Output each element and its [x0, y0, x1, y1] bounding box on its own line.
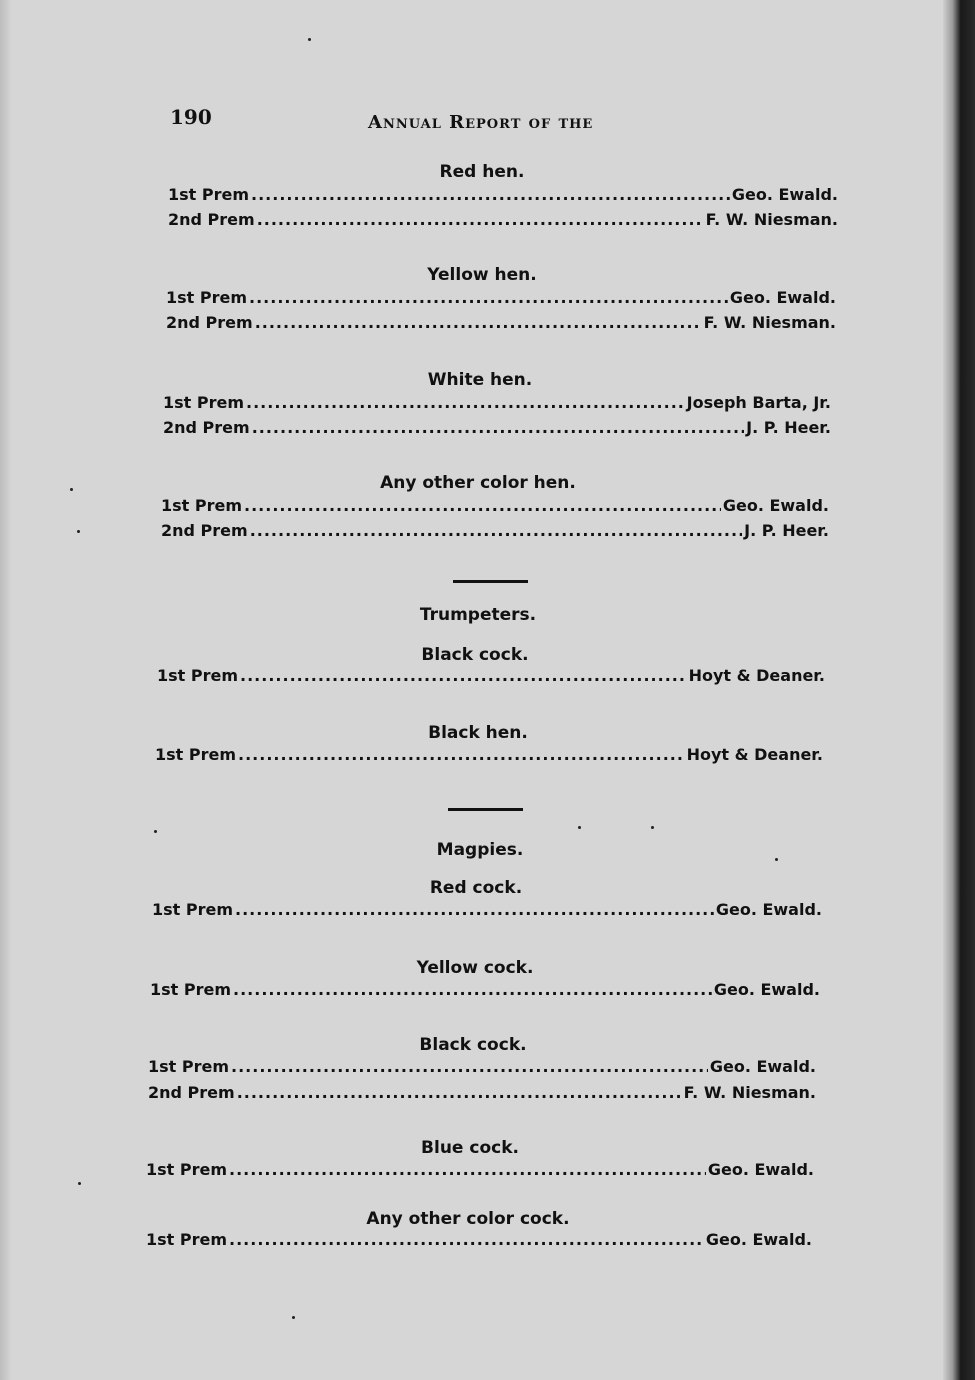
- section-heading: Yellow cock.: [416, 958, 534, 978]
- section-heading: Any other color cock.: [366, 1209, 570, 1229]
- dot-leader: [252, 418, 744, 437]
- dot-leader: [240, 666, 687, 685]
- premium-winner: F. W. Niesman.: [683, 1083, 816, 1102]
- premium-winner: Geo. Ewald.: [715, 900, 822, 919]
- premium-entry: [157, 666, 825, 685]
- dot-leader: [237, 1083, 682, 1102]
- section-heading: Black cock.: [419, 1035, 527, 1055]
- premium-entry: [166, 313, 836, 332]
- section-heading: White hen.: [427, 370, 533, 390]
- premium-winner: Hoyt & Deaner.: [688, 666, 825, 685]
- premium-entry: [152, 900, 822, 919]
- premium-entry: [150, 980, 820, 999]
- premium-rank: 1st Prem: [152, 900, 234, 919]
- premium-entry: [163, 418, 831, 437]
- premium-rank: 1st Prem: [163, 393, 245, 412]
- premium-rank: 1st Prem: [157, 666, 239, 685]
- premium-rank: 1st Prem: [146, 1160, 228, 1179]
- premium-winner: Geo. Ewald.: [722, 496, 829, 515]
- dot-leader: [233, 980, 712, 999]
- premium-rank: 2nd Prem: [163, 418, 250, 437]
- scan-speck: [308, 38, 311, 41]
- section-heading: Yellow hen.: [427, 265, 537, 285]
- section-divider: [453, 580, 528, 583]
- dot-leader: [229, 1230, 704, 1249]
- premium-winner: J. P. Heer.: [746, 418, 831, 437]
- dot-leader: [250, 521, 742, 540]
- premium-rank: 2nd Prem: [166, 313, 253, 332]
- premium-winner: Geo. Ewald.: [709, 1057, 816, 1076]
- section-heading: Any other color hen.: [380, 473, 576, 493]
- book-page: [140, 100, 840, 1280]
- breed-heading: Trumpeters.: [419, 605, 537, 625]
- premium-entry: [168, 210, 838, 229]
- dot-leader: [257, 210, 704, 229]
- scan-speck: [651, 826, 654, 829]
- section-heading: Black hen.: [428, 723, 528, 743]
- premium-winner: F. W. Niesman.: [705, 210, 838, 229]
- scan-speck: [70, 488, 73, 491]
- premium-rank: 2nd Prem: [168, 210, 255, 229]
- scan-speck: [78, 1182, 81, 1185]
- dot-leader: [238, 745, 685, 764]
- premium-winner: Geo. Ewald.: [729, 288, 836, 307]
- page-edge-left: [0, 0, 12, 1380]
- scan-speck: [77, 530, 80, 533]
- section-heading: Blue cock.: [421, 1138, 519, 1158]
- premium-entry: [148, 1057, 816, 1076]
- premium-rank: 1st Prem: [148, 1057, 230, 1076]
- premium-rank: 1st Prem: [146, 1230, 228, 1249]
- premium-entry: [146, 1230, 812, 1249]
- dot-leader: [246, 393, 685, 412]
- scan-speck: [292, 1316, 295, 1319]
- premium-rank: 1st Prem: [155, 745, 237, 764]
- dot-leader: [235, 900, 714, 919]
- running-head: Annual Report of the: [368, 112, 594, 133]
- page-number: 190: [170, 105, 212, 129]
- premium-winner: J. P. Heer.: [744, 521, 829, 540]
- premium-entry: [148, 1083, 816, 1102]
- section-divider: [448, 808, 523, 811]
- premium-rank: 1st Prem: [166, 288, 248, 307]
- premium-rank: 1st Prem: [161, 496, 243, 515]
- premium-winner: Joseph Barta, Jr.: [686, 393, 831, 412]
- premium-winner: F. W. Niesman.: [703, 313, 836, 332]
- page-binding-shadow: [943, 0, 975, 1380]
- premium-entry: [155, 745, 823, 764]
- premium-entry: [166, 288, 836, 307]
- scan-speck: [154, 830, 157, 833]
- premium-entry: [146, 1160, 814, 1179]
- premium-winner: Geo. Ewald.: [707, 1160, 814, 1179]
- section-heading: Red cock.: [429, 878, 523, 898]
- premium-rank: 1st Prem: [168, 185, 250, 204]
- premium-winner: Geo. Ewald.: [713, 980, 820, 999]
- premium-rank: 1st Prem: [150, 980, 232, 999]
- premium-entry: [168, 185, 838, 204]
- scan-speck: [578, 826, 581, 829]
- premium-rank: 2nd Prem: [148, 1083, 235, 1102]
- premium-rank: 2nd Prem: [161, 521, 248, 540]
- dot-leader: [231, 1057, 708, 1076]
- breed-heading: Magpies.: [436, 840, 524, 860]
- dot-leader: [244, 496, 721, 515]
- section-heading: Black cock.: [421, 645, 529, 665]
- dot-leader: [229, 1160, 706, 1179]
- section-heading: Red hen.: [439, 162, 525, 182]
- premium-winner: Geo. Ewald.: [705, 1230, 812, 1249]
- premium-entry: [161, 496, 829, 515]
- dot-leader: [249, 288, 728, 307]
- scan-speck: [775, 858, 778, 861]
- dot-leader: [251, 185, 730, 204]
- premium-winner: Geo. Ewald.: [731, 185, 838, 204]
- premium-winner: Hoyt & Deaner.: [686, 745, 823, 764]
- premium-entry: [163, 393, 831, 412]
- dot-leader: [255, 313, 702, 332]
- premium-entry: [161, 521, 829, 540]
